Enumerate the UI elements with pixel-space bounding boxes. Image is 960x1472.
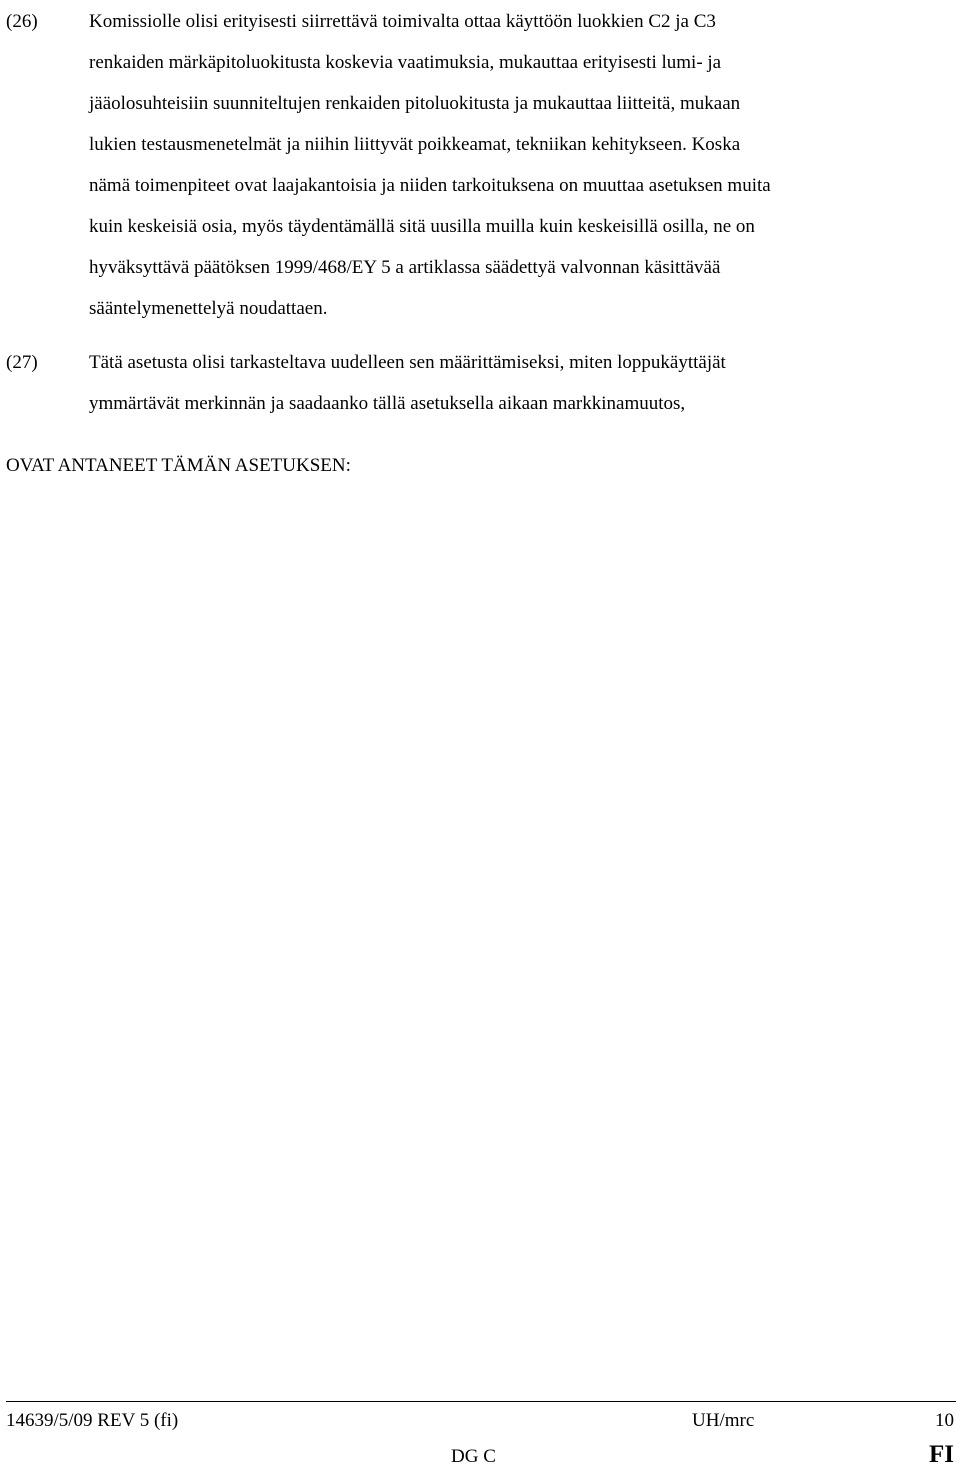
recital-text [89,342,945,424]
text-line: kuin keskeisiä osia, myös täydentämällä sitä uusilla muilla kuin keskeisillä osilla, ne on [89,216,755,237]
text-line: renkaiden märkäpitoluokitusta koskevia vaatimuksia, mukauttaa erityisesti lumi- ja [89,52,722,73]
text-line: Komissiolle olisi erityisesti siirrettävä toimivalta ottaa käyttöön luokkien C2 ja C3 [89,11,716,32]
text-line: lukien testausmenetelmät ja niihin liittyvät poikkeamat, tekniikan kehitykseen. Koska [89,134,741,155]
recital-number: (27) [6,352,38,373]
recital-number: (26) [6,11,38,32]
text-line: hyväksyttävä päätöksen 1999/468/EY 5 a artiklassa säädettyä valvonnan käsittävää [89,257,721,278]
text-line: nämä toimenpiteet ovat laajakantoisia ja niiden tarkoituksena on muuttaa asetuksen muita [89,175,771,196]
text-line: Tätä asetusta olisi tarkasteltava uudelleen sen määrittämiseksi, miten loppukäyttäjät [89,352,726,373]
text-line: sääntelymenettelyä noudattaen. [89,298,328,319]
recital-text [89,1,945,329]
footer-divider [6,1401,956,1402]
language-code: FI [929,1441,954,1468]
text-line: ymmärtävät merkinnän ja saadaanko tällä asetuksella aikaan markkinamuutos, [89,393,686,414]
text-line: jääolosuhteisiin suunniteltujen renkaiden pitoluokitusta ja mukauttaa liitteitä, mukaan [89,93,741,114]
author-initials: UH/mrc [692,1410,755,1431]
enacting-clause: OVAT ANTANEET TÄMÄN ASETUKSEN: [6,455,351,476]
document-reference: 14639/5/09 REV 5 (fi) [6,1410,179,1431]
page-number: 10 [935,1410,954,1431]
directorate-label: DG C [451,1446,496,1467]
